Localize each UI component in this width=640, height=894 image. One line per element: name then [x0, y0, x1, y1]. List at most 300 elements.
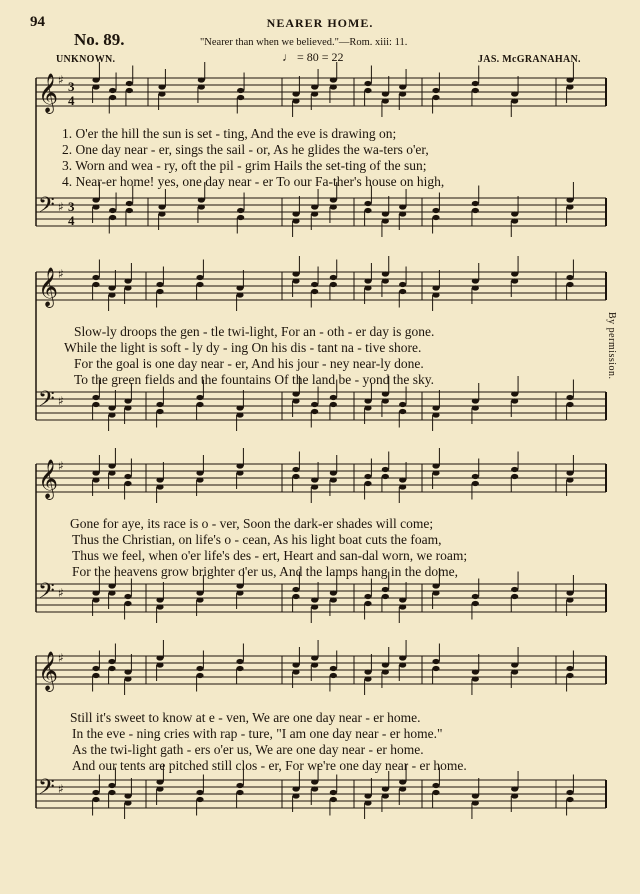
note-head — [511, 467, 518, 472]
note-head — [196, 597, 203, 602]
note-head — [399, 655, 406, 660]
note-head — [364, 594, 371, 599]
note-head — [382, 662, 389, 667]
note-head — [108, 790, 115, 795]
sharp-icon: ♯ — [58, 73, 64, 87]
note-head — [92, 204, 99, 209]
sharp-icon: ♯ — [58, 200, 64, 214]
note-head — [330, 282, 337, 287]
note-head — [566, 673, 573, 678]
note-head — [432, 95, 439, 100]
note-head — [432, 412, 439, 417]
note-head — [511, 391, 518, 396]
note-head — [566, 275, 573, 280]
note-head — [472, 208, 479, 213]
note-head — [292, 594, 299, 599]
note-head — [399, 204, 406, 209]
lyric-line: 3. Worn and wea - ry, oft the pil - grim Hails the set-ting of the sun; — [62, 158, 427, 173]
note-head — [511, 594, 518, 599]
note-head — [399, 477, 406, 482]
note-head — [292, 91, 299, 96]
note-head — [124, 285, 131, 290]
note-head — [364, 398, 371, 403]
note-head — [292, 391, 299, 396]
page-number: 94 — [30, 14, 45, 30]
note-head — [566, 470, 573, 475]
lyric-line: To the green fields and the fountains Of the land be - yond the sky. — [74, 372, 434, 387]
note-head — [92, 666, 99, 671]
note-head — [382, 594, 389, 599]
note-head — [156, 402, 163, 407]
bass-clef-icon: 𝄢 — [38, 579, 55, 609]
note-head — [156, 484, 163, 489]
note-head — [364, 676, 371, 681]
note-head — [108, 412, 115, 417]
note-head — [156, 477, 163, 482]
lyric-line: Slow-ly droops the gen - tle twi-light, For an - oth - er day is gone. — [74, 324, 435, 339]
note-head — [364, 474, 371, 479]
note-head — [292, 786, 299, 791]
note-head — [432, 590, 439, 595]
note-head — [364, 81, 371, 86]
note-head — [566, 590, 573, 595]
note-head — [364, 481, 371, 486]
note-head — [511, 98, 518, 103]
note-head — [156, 282, 163, 287]
note-head — [511, 278, 518, 283]
note-head — [92, 790, 99, 795]
note-head — [311, 786, 318, 791]
sharp-icon: ♯ — [58, 651, 64, 665]
note-head — [292, 211, 299, 216]
note-head — [92, 197, 99, 202]
note-head — [109, 208, 116, 213]
note-head — [472, 676, 479, 681]
note-head — [126, 88, 133, 93]
note-head — [511, 474, 518, 479]
note-head — [236, 463, 243, 468]
note-head — [511, 211, 518, 216]
note-head — [196, 797, 203, 802]
note-head — [472, 669, 479, 674]
note-head — [311, 662, 318, 667]
note-head — [330, 790, 337, 795]
note-head — [196, 673, 203, 678]
note-head — [364, 285, 371, 290]
note-head — [511, 271, 518, 276]
note-head — [92, 395, 99, 400]
note-head — [399, 84, 406, 89]
note-head — [236, 590, 243, 595]
note-head — [566, 797, 573, 802]
note-head — [92, 77, 99, 82]
note-head — [382, 211, 389, 216]
note-head — [399, 779, 406, 784]
note-head — [330, 204, 337, 209]
lyric-line: Thus we feel, when o'er life's des - ert, Heart and san-dal worn, we roam; — [72, 548, 468, 563]
quarter-note-icon: ♩ — [282, 50, 294, 64]
lyric-line: For the goal is one day near - er, And his jour - ney near-ly done. — [74, 356, 424, 371]
note-head — [124, 601, 131, 606]
note-head — [511, 398, 518, 403]
note-head — [158, 84, 165, 89]
note-head — [330, 275, 337, 280]
time-signature-top: 3 — [68, 79, 75, 94]
note-head — [330, 84, 337, 89]
note-head — [566, 666, 573, 671]
note-head — [511, 587, 518, 592]
note-head — [158, 211, 165, 216]
note-head — [311, 204, 318, 209]
note-head — [511, 662, 518, 667]
note-head — [237, 95, 244, 100]
note-head — [432, 790, 439, 795]
sharp-icon: ♯ — [58, 394, 64, 408]
note-head — [311, 477, 318, 482]
lyric-line: 2. One day near - er, sings the sail - or, As he glides the wa-ters o'er, — [62, 142, 429, 157]
sharp-icon: ♯ — [58, 782, 64, 796]
note-head — [92, 477, 99, 482]
note-head — [364, 201, 371, 206]
note-head — [108, 463, 115, 468]
treble-clef-icon: 𝄞 — [38, 267, 59, 307]
note-head — [472, 793, 479, 798]
note-head — [472, 474, 479, 479]
hymn-number: No. 89. — [74, 30, 125, 49]
note-head — [330, 673, 337, 678]
note-head — [236, 583, 243, 588]
note-head — [292, 467, 299, 472]
sharp-icon: ♯ — [58, 267, 64, 281]
note-head — [292, 398, 299, 403]
lyric-line: Thus the Christian, on life's o - cean, As his light boat cuts the foam, — [72, 532, 442, 547]
note-head — [566, 197, 573, 202]
note-head — [156, 662, 163, 667]
note-head — [330, 197, 337, 202]
note-head — [566, 204, 573, 209]
note-head — [158, 204, 165, 209]
note-head — [566, 84, 573, 89]
note-head — [472, 81, 479, 86]
lyric-line: 4. Near-er home! yes, one day near - er To our Fa-ther's house on high, — [62, 174, 445, 189]
time-signature-bottom: 4 — [68, 93, 75, 108]
note-head — [472, 88, 479, 93]
note-head — [364, 208, 371, 213]
note-head — [399, 211, 406, 216]
lyric-line: Gone for aye, its race is o - ver, Soon the dark-er shades will come; — [70, 516, 434, 531]
note-head — [108, 783, 115, 788]
note-head — [472, 405, 479, 410]
note-head — [399, 289, 406, 294]
note-head — [236, 659, 243, 664]
note-head — [472, 601, 479, 606]
note-head — [511, 91, 518, 96]
note-head — [108, 583, 115, 588]
lyric-line: In the eve - ning cries with rap - ture, "I am one day near - er home." — [72, 726, 443, 741]
note-head — [472, 398, 479, 403]
note-head — [566, 282, 573, 287]
note-head — [382, 467, 389, 472]
note-head — [156, 289, 163, 294]
note-head — [124, 481, 131, 486]
note-head — [311, 84, 318, 89]
note-head — [236, 666, 243, 671]
note-head — [92, 673, 99, 678]
note-head — [198, 204, 205, 209]
note-head — [432, 208, 439, 213]
note-head — [399, 484, 406, 489]
note-head — [566, 395, 573, 400]
note-head — [156, 597, 163, 602]
note-head — [311, 484, 318, 489]
note-head — [432, 215, 439, 220]
treble-clef-icon: 𝄞 — [38, 73, 59, 113]
note-head — [124, 669, 131, 674]
note-head — [566, 402, 573, 407]
tempo-value: = 80 = 22 — [297, 50, 344, 64]
note-head — [511, 669, 518, 674]
note-head — [292, 218, 299, 223]
note-head — [124, 594, 131, 599]
note-head — [472, 800, 479, 805]
note-head — [292, 587, 299, 592]
note-head — [196, 790, 203, 795]
note-head — [236, 405, 243, 410]
note-head — [198, 84, 205, 89]
note-head — [237, 215, 244, 220]
sharp-icon: ♯ — [58, 586, 64, 600]
note-head — [432, 292, 439, 297]
lyric-line: While the light is soft - ly dy - ing On his dis - tant na - tive shore. — [64, 340, 422, 355]
sharp-icon: ♯ — [58, 459, 64, 473]
note-head — [124, 474, 131, 479]
note-head — [382, 786, 389, 791]
note-head — [198, 77, 205, 82]
note-head — [108, 292, 115, 297]
note-head — [382, 398, 389, 403]
note-head — [432, 88, 439, 93]
note-head — [92, 84, 99, 89]
note-head — [566, 790, 573, 795]
note-head — [399, 402, 406, 407]
note-head — [511, 218, 518, 223]
note-head — [382, 98, 389, 103]
note-head — [292, 669, 299, 674]
note-head — [237, 88, 244, 93]
note-head — [311, 779, 318, 784]
note-head — [330, 597, 337, 602]
note-head — [109, 95, 116, 100]
note-head — [399, 604, 406, 609]
note-head — [382, 474, 389, 479]
note-head — [236, 783, 243, 788]
hymn-title: NEARER HOME. — [266, 16, 374, 30]
note-head — [92, 797, 99, 802]
note-head — [511, 793, 518, 798]
note-head — [196, 590, 203, 595]
lyric-line: As the twi-light gath - ers o'er us, We are one day near - er home. — [72, 742, 424, 757]
note-head — [364, 800, 371, 805]
note-head — [566, 477, 573, 482]
note-head — [382, 218, 389, 223]
note-head — [196, 477, 203, 482]
note-head — [432, 470, 439, 475]
note-head — [124, 676, 131, 681]
note-head — [92, 590, 99, 595]
note-head — [108, 405, 115, 410]
note-head — [382, 91, 389, 96]
note-head — [399, 91, 406, 96]
note-head — [108, 666, 115, 671]
note-head — [432, 583, 439, 588]
note-head — [364, 601, 371, 606]
note-head — [382, 271, 389, 276]
bass-clef-icon: 𝄢 — [38, 193, 55, 223]
note-head — [399, 409, 406, 414]
note-head — [126, 208, 133, 213]
note-head — [472, 285, 479, 290]
note-head — [92, 282, 99, 287]
time-signature-bottom: 4 — [68, 213, 75, 228]
permission-note: By permission. — [606, 312, 617, 380]
note-head — [399, 662, 406, 667]
scripture-reference: "Nearer than when we believed."—Rom. xiii: 11. — [200, 37, 408, 48]
note-head — [566, 597, 573, 602]
note-head — [109, 88, 116, 93]
note-head — [311, 604, 318, 609]
lyric-line: 1. O'er the hill the sun is set - ting, And the eve is drawing on; — [62, 126, 397, 141]
note-head — [364, 669, 371, 674]
note-head — [292, 793, 299, 798]
note-head — [109, 215, 116, 220]
note-head — [292, 98, 299, 103]
note-head — [330, 590, 337, 595]
note-head — [330, 666, 337, 671]
note-head — [156, 779, 163, 784]
note-head — [196, 275, 203, 280]
note-head — [292, 662, 299, 667]
note-head — [124, 405, 131, 410]
note-head — [198, 197, 205, 202]
note-head — [124, 793, 131, 798]
note-head — [196, 395, 203, 400]
note-head — [364, 405, 371, 410]
note-head — [566, 77, 573, 82]
note-head — [432, 666, 439, 671]
note-head — [92, 402, 99, 407]
note-head — [108, 470, 115, 475]
note-head — [156, 786, 163, 791]
note-head — [108, 285, 115, 290]
note-head — [472, 201, 479, 206]
note-head — [382, 587, 389, 592]
note-head — [124, 800, 131, 805]
treble-clef-icon: 𝄞 — [38, 651, 59, 691]
note-head — [92, 275, 99, 280]
note-head — [330, 477, 337, 482]
note-head — [311, 211, 318, 216]
note-head — [124, 278, 131, 283]
note-head — [399, 786, 406, 791]
note-head — [311, 282, 318, 287]
note-head — [364, 88, 371, 93]
note-head — [236, 292, 243, 297]
note-head — [511, 786, 518, 791]
note-head — [432, 783, 439, 788]
note-head — [364, 278, 371, 283]
note-head — [330, 470, 337, 475]
composer-credit: JAS. McGRANAHAN. — [478, 54, 581, 65]
note-head — [237, 208, 244, 213]
note-head — [108, 590, 115, 595]
note-head — [330, 77, 337, 82]
note-head — [364, 793, 371, 798]
note-head — [292, 271, 299, 276]
note-head — [108, 659, 115, 664]
note-head — [92, 597, 99, 602]
note-head — [330, 395, 337, 400]
bass-clef-icon: 𝄢 — [38, 775, 55, 805]
note-head — [311, 289, 318, 294]
note-head — [330, 797, 337, 802]
note-head — [311, 655, 318, 660]
note-head — [311, 402, 318, 407]
note-head — [311, 409, 318, 414]
note-head — [156, 409, 163, 414]
treble-clef-icon: 𝄞 — [38, 459, 59, 499]
note-head — [432, 405, 439, 410]
note-head — [472, 481, 479, 486]
note-head — [432, 463, 439, 468]
note-head — [236, 412, 243, 417]
note-head — [158, 91, 165, 96]
note-head — [432, 659, 439, 664]
author-credit: UNKNOWN. — [56, 54, 116, 65]
note-head — [399, 282, 406, 287]
note-head — [382, 278, 389, 283]
note-head — [196, 470, 203, 475]
note-head — [472, 594, 479, 599]
lyric-line: Still it's sweet to know at e - ven, We are one day near - er home. — [70, 710, 421, 725]
note-head — [156, 655, 163, 660]
note-head — [196, 666, 203, 671]
note-head — [196, 402, 203, 407]
note-head — [472, 278, 479, 283]
note-head — [330, 402, 337, 407]
lyric-line: And our tents are pitched still clos - er, For we're one day near - er home. — [72, 758, 467, 773]
note-head — [399, 597, 406, 602]
note-head — [432, 285, 439, 290]
note-head — [196, 282, 203, 287]
note-head — [311, 597, 318, 602]
note-head — [236, 470, 243, 475]
note-head — [311, 91, 318, 96]
note-head — [382, 793, 389, 798]
bass-clef-icon: 𝄢 — [38, 387, 55, 417]
note-head — [92, 470, 99, 475]
time-signature-top: 3 — [68, 199, 75, 214]
note-head — [126, 81, 133, 86]
note-head — [382, 669, 389, 674]
note-head — [156, 604, 163, 609]
note-head — [124, 398, 131, 403]
note-head — [236, 285, 243, 290]
note-head — [126, 201, 133, 206]
note-head — [236, 790, 243, 795]
lyric-line: For the heavens grow brighter o'er us, And the lamps hang in the dome, — [72, 564, 458, 579]
note-head — [292, 474, 299, 479]
note-head — [292, 278, 299, 283]
